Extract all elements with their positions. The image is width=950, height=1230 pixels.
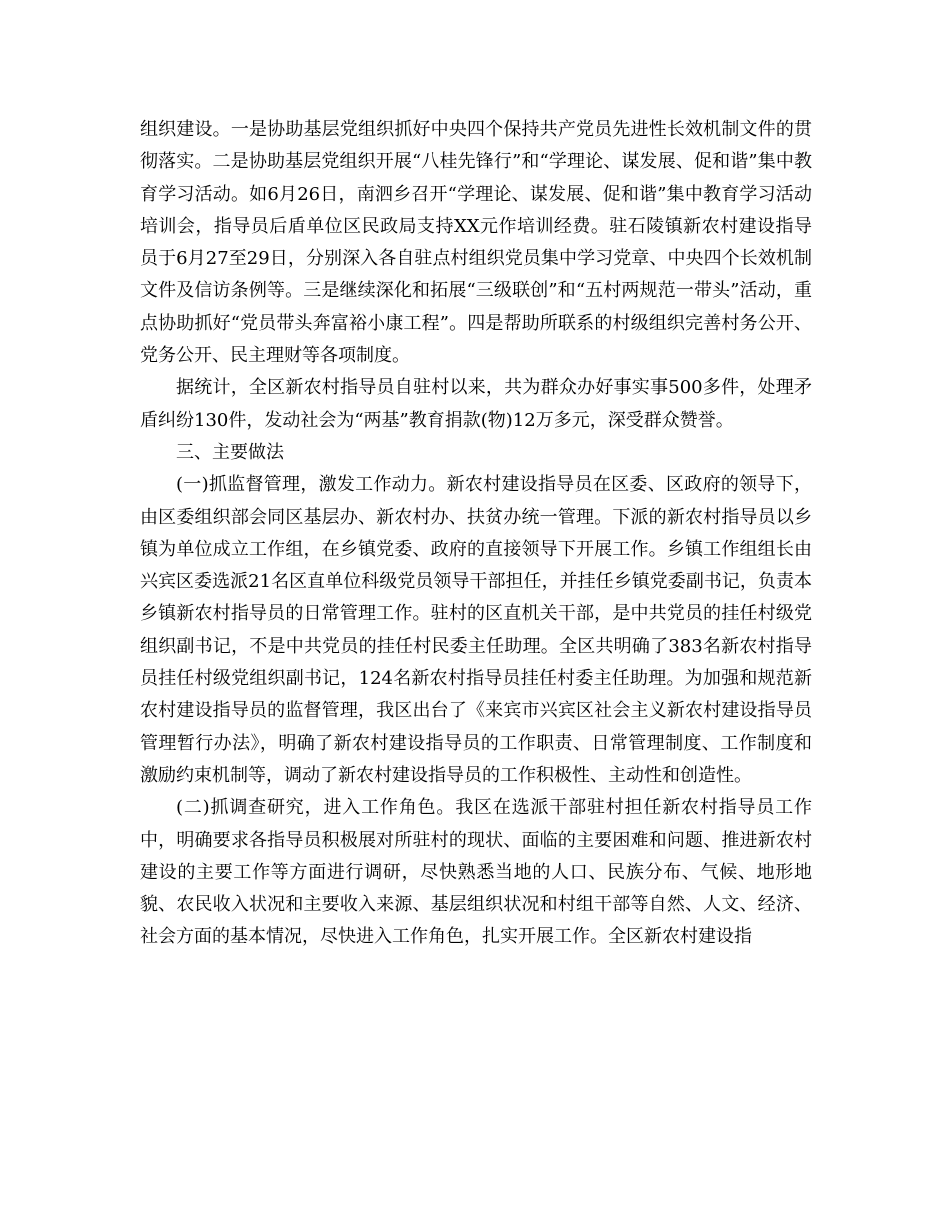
paragraph-organization-building: 组织建设。一是协助基层党组织抓好中央四个保持共产党员先进性长效机制文件的贯彻落实。二是协助基层党组织开展“八桂先锋行”和“学理论、谋发展、促和谐”集中教育学习活动。如6月26日，南泗乡召开“学理论、谋发展、促和谐”集中教育学习活动培训会，指导员后盾单位区民政局支持XX元作培训经费。驻石陵镇新农村建设指导员于6月27至29日，分别深入各自驻点村组织党员集中学习党章、中央四个长效机制文件及信访条例等。三是继续深化和拓展“三级联创”和“五村两规范一带头”活动，重点协助抓好“党员带头奔富裕小康工程”。四是帮助所联系的村级组织完善村务公开、党务公开、民主理财等各项制度。	[140, 119, 812, 367]
paragraph-supervision-management: (一)抓监督管理，激发工作动力。新农村建设指导员在区委、区政府的领导下，由区委组织部会同区基层办、新农村办、扶贫办统一管理。下派的新农村指导员以乡镇为单位成立工作组，在乡镇党委、政府的直接领导下开展工作。乡镇工作组组长由兴宾区委选派21名区直单位科级党员领导干部担任，并挂任乡镇党委副书记，负责本乡镇新农村指导员的日常管理工作。驻村的区直机关干部，是中共党员的挂任村级党组织副书记，不是中共党员的挂任村民委主任助理。全区共明确了383名新农村指导员挂任村级党组织副书记，124名新农村指导员挂任村委主任助理。为加强和规范新农村建设指导员的监督管理，我区出台了《来宾市兴宾区社会主义新农村建设指导员管理暂行办法》，明确了新农村建设指导员的工作职责、日常管理制度、工作制度和激励约束机制等，调动了新农村建设指导员的工作积极性、主动性和创造性。	[140, 474, 812, 786]
document-body	[140, 114, 812, 954]
section-heading-main-practices: 三、主要做法	[176, 441, 284, 463]
paragraph-statistics: 据统计，全区新农村指导员自驻村以来，共为群众办好事实事500多件，处理矛盾纠纷130件，发动社会为“两基”教育捐款(物)12万多元，深受群众赞誉。	[140, 377, 812, 431]
paragraph-investigation-research: (二)抓调查研究，进入工作角色。我区在选派干部驻村担任新农村指导员工作中，明确要求各指导员积极展对所驻村的现状、面临的主要困难和问题、推进新农村建设的主要工作等方面进行调研，尽快熟悉当地的人口、民族分布、气候、地形地貌、农民收入状况和主要收入来源、基层组织状况和村组干部等自然、人文、经济、社会方面的基本情况，尽快进入工作角色，扎实开展工作。全区新农村建设指	[140, 797, 812, 948]
